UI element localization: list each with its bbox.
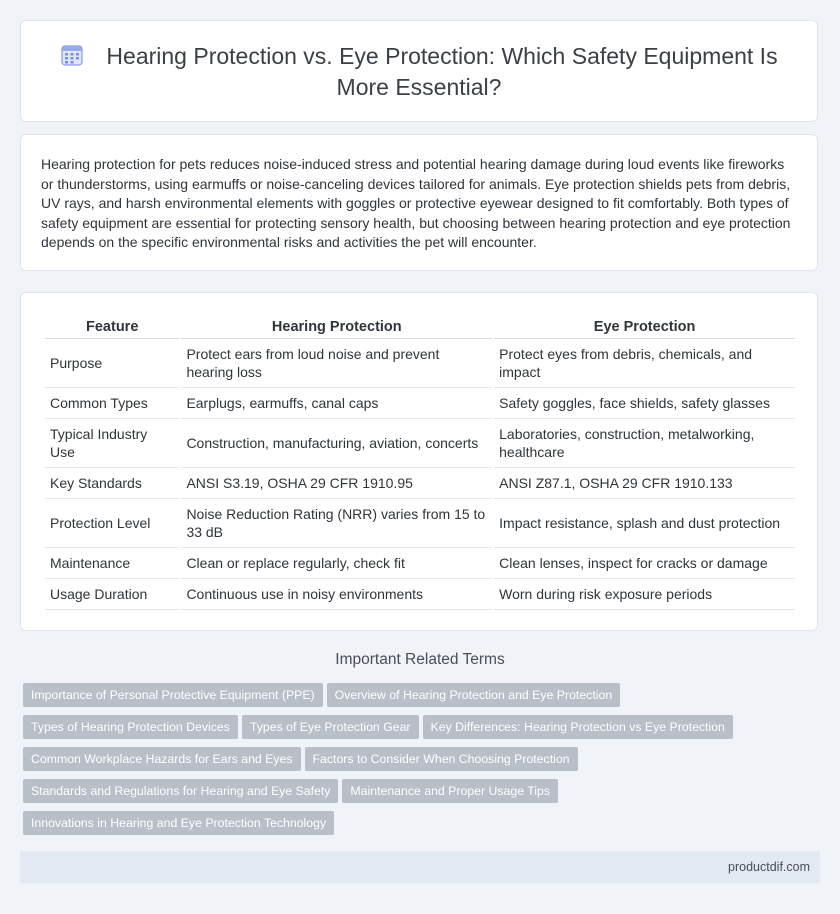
table-row — [45, 388, 795, 419]
row-feature: Purpose — [45, 339, 179, 388]
related-term-tag[interactable]: Types of Hearing Protection Devices — [23, 715, 238, 739]
header-eye-protection: Eye Protection — [494, 315, 795, 339]
row-feature: Key Standards — [45, 468, 179, 499]
row-hearing: Noise Reduction Rating (NRR) varies from 15 to 33 dB — [181, 499, 492, 548]
row-feature: Usage Duration — [45, 579, 179, 610]
related-term-tag[interactable]: Maintenance and Proper Usage Tips — [342, 779, 558, 803]
table-header-row — [45, 315, 795, 339]
row-feature: Typical Industry Use — [45, 419, 179, 468]
row-feature: Maintenance — [45, 548, 179, 579]
related-term-tag[interactable]: Types of Eye Protection Gear — [242, 715, 419, 739]
related-term-tag[interactable]: Innovations in Hearing and Eye Protection Technology — [23, 811, 334, 835]
row-eye: Safety goggles, face shields, safety glasses — [494, 388, 795, 419]
table-row — [45, 468, 795, 499]
related-term-tag[interactable]: Key Differences: Hearing Protection vs Eye Protection — [423, 715, 733, 739]
table-row — [45, 499, 795, 548]
row-eye: Clean lenses, inspect for cracks or damage — [494, 548, 795, 579]
related-terms-title: Important Related Terms — [335, 651, 505, 668]
related-term-tag[interactable]: Importance of Personal Protective Equipment (PPE) — [23, 683, 323, 707]
header-hearing-protection: Hearing Protection — [181, 315, 492, 339]
row-eye: Worn during risk exposure periods — [494, 579, 795, 610]
header-feature: Feature — [45, 315, 179, 339]
table-row — [45, 548, 795, 579]
related-terms-list — [23, 683, 803, 843]
row-eye: Laboratories, construction, metalworking, healthcare — [494, 419, 795, 468]
footer — [20, 851, 820, 883]
table-row — [45, 579, 795, 610]
row-hearing: Clean or replace regularly, check fit — [181, 548, 492, 579]
title-card — [20, 20, 818, 122]
related-term-tag[interactable]: Overview of Hearing Protection and Eye Protection — [327, 683, 621, 707]
related-term-tag[interactable]: Factors to Consider When Choosing Protection — [305, 747, 578, 771]
comparison-table — [43, 315, 797, 610]
row-eye: ANSI Z87.1, OSHA 29 CFR 1910.133 — [494, 468, 795, 499]
row-eye: Impact resistance, splash and dust protection — [494, 499, 795, 548]
related-term-tag[interactable]: Standards and Regulations for Hearing and Eye Safety — [23, 779, 338, 803]
table-row — [45, 339, 795, 388]
row-hearing: Continuous use in noisy environments — [181, 579, 492, 610]
row-feature: Protection Level — [45, 499, 179, 548]
related-term-tag[interactable]: Common Workplace Hazards for Ears and Eyes — [23, 747, 301, 771]
row-hearing: ANSI S3.19, OSHA 29 CFR 1910.95 — [181, 468, 492, 499]
row-hearing: Protect ears from loud noise and prevent hearing loss — [181, 339, 492, 388]
row-eye: Protect eyes from debris, chemicals, and impact — [494, 339, 795, 388]
table-row — [45, 419, 795, 468]
intro-card — [20, 134, 818, 271]
footer-site-link[interactable]: productdif.com — [728, 860, 810, 874]
calendar-icon — [60, 43, 84, 67]
row-feature: Common Types — [45, 388, 179, 419]
page-title-text: Hearing Protection vs. Eye Protection: Which Safety Equipment Is More Essential? — [106, 43, 778, 100]
row-hearing: Construction, manufacturing, aviation, concerts — [181, 419, 492, 468]
row-hearing: Earplugs, earmuffs, canal caps — [181, 388, 492, 419]
intro-paragraph: Hearing protection for pets reduces noise-induced stress and potential hearing damage during loud events like fireworks or thunderstorms, using earmuffs or noise-canceling devices tailored for animals. Eye protection shields pets from debris, UV rays, and harsh environmental elements with goggles or protective eyewear designed to fit comfortably. Both types of safety equipment are essential for protecting sensory health, but choosing between hearing protection and eye protection depends on the specific environmental risks and activities the pet will encounter. — [41, 156, 791, 251]
page-title — [51, 41, 787, 103]
comparison-card — [20, 292, 818, 631]
